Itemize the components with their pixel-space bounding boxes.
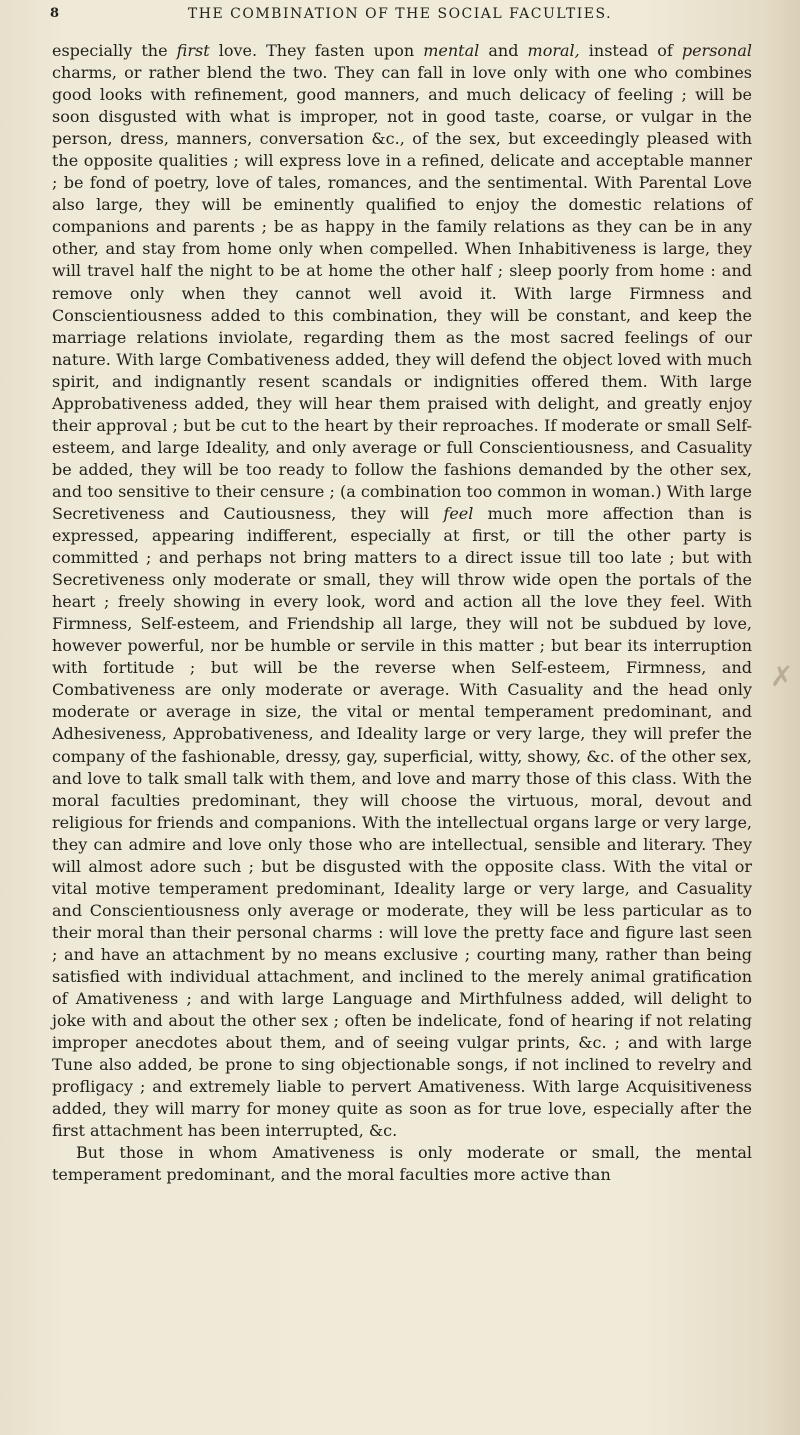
body-text xyxy=(52,40,752,1186)
text-run: love. They fasten upon xyxy=(209,41,424,60)
text-run: much more affection than is expressed, appearing indifferent, especially at first, or till the other party is committed ; and perhaps not bring matters to a direct issue till too late ; but with Secretiveness only moderate or small, they will throw wide open the portals of the heart ; freely showing in every look, word and action all the love they feel. With Firmness, Self-esteem, and Friendship all large, they will not be subdued by love, however powerful, nor be humble or servile in this matter ; but bear its interruption with fortitude ; but will be the reverse when Self-esteem, Firmness, and Combativeness are only moderate or average. With Casuality and the head only moderate or average in size, the vital or mental temperament predominant, and Adhesiveness, Approbativeness, and Ideality large or very large, they will prefer the company of the fashionable, dressy, gay, superficial, witty, showy, &c. of the other sex, and love to talk small talk with them, and love and marry those of this class. With the moral faculties predominant, they will choose the virtuous, moral, devout and religious for friends and companions. With the intellectual organs large or very large, they can admire and love only those who are intellectual, sensible and literary. They will almost adore such ; but be disgusted with the opposite class. With the vital or vital motive temperament predominant, Ideality large or very large, and Casuality and Conscientiousness only average or moderate, they will be less particular as to their moral than their personal charms : will love the pretty face and figure last seen ; and have an attachment by no means exclusive ; courting many, rather than being satisfied with individual attachment, and inclined to the merely animal gratification of Amativeness ; and with large Language and Mirthfulness added, will delight to joke with and about the other sex ; often be indelicate, fond of hearing if not relating improper anecdotes about them, and of seeing vulgar prints, &c. ; and with large Tune also added, be prone to sing objectionable songs, if not inclined to revelry and profligacy ; and extremely liable to pervert Amativeness. With large Acquisitiveness added, they will marry for money quite as soon as for true love, especially after the first attachment has been interrupted, &c. xyxy=(52,503,753,1141)
text-run: But those in whom Amativeness is only moderate or small, the mental temperament predominant, and the moral faculties more active than xyxy=(52,1143,752,1185)
text-run: and xyxy=(479,41,528,60)
text-run: instead of xyxy=(579,41,682,60)
italic-text: personal xyxy=(681,41,753,60)
page-number: 8 xyxy=(50,6,60,21)
italic-text: moral, xyxy=(527,41,580,60)
margin-mark: ✗ xyxy=(770,660,794,693)
italic-text: mental xyxy=(423,41,480,60)
text-run: especially the xyxy=(52,41,177,60)
italic-text: feel xyxy=(443,503,474,523)
italic-text: first xyxy=(176,41,210,60)
text-run: charms, or rather blend the two. They can fall in love only with one who combines good looks with refinement, good manners, and much delicacy of feeling ; will be soon disgusted with what is improper, not in good taste, coarse, or vulgar in the person, dress, manners, conversation &c., of the sex, but exceedingly pleased with the opposite qualities ; will express love in a refined, delicate and acceptable manner ; be fond of poetry, love of tales, romances, and the sentimental. With Parental Love also large, they will be eminently qualified to enjoy the domestic relations of companions and parents ; be as happy in the family relations as they can be in any other, and stay from home only when compelled. When Inhabitiveness is large, they will travel half the night to be at home the other half ; sleep poorly from home : and remove only when they cannot well avoid it. With large Firmness and Conscientiousness added to this combination, they will be constant, and keep the marriage relations inviolate, regarding them as the most sacred feelings of our nature. With large Combativeness added, they will defend the object loved with much spirit, and indignantly resent scandals or indignities offered them. With large Approbativeness added, they will hear them praised with delight, and greatly enjoy their approval ; but be cut to the heart by their reproaches. If moderate or small Self-esteem, and large Ideality, and only average or full Conscientiousness, and Casuality be added, they will be too ready to follow the fashions demanded by the other sex, and too sensitive to their censure ; (a combination too common in woman.) With large Secretiveness and Cautiousness, they will xyxy=(52,63,752,523)
running-title: THE COMBINATION OF THE SOCIAL FACULTIES. xyxy=(187,6,613,22)
paragraph xyxy=(52,1142,752,1186)
paragraph xyxy=(52,40,752,1142)
